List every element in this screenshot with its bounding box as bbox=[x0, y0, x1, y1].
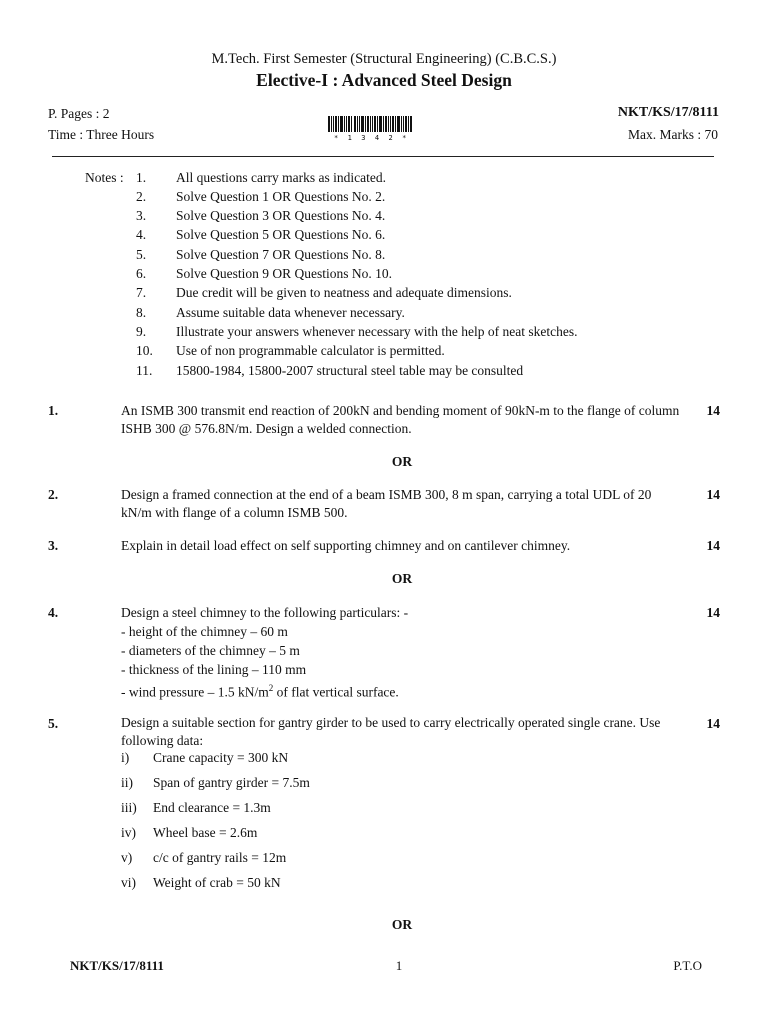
note-item: 6. Solve Question 9 OR Questions No. 10. bbox=[136, 266, 392, 281]
paper-code: NKT/KS/17/8111 bbox=[617, 105, 719, 120]
question-3-text: Explain in detail load effect on self supporting chimney and on cantilever chimney. bbox=[121, 538, 571, 553]
question-4-intro: Design a steel chimney to the following particulars: - bbox=[121, 605, 409, 620]
please-turn-over: P.T.O bbox=[673, 958, 702, 973]
data-item: i) Crane capacity = 300 kN bbox=[121, 750, 289, 765]
question-5-number: 5. bbox=[48, 716, 59, 731]
chimney-diameter: - diameters of the chimney – 5 m bbox=[121, 643, 300, 658]
note-item: 10. Use of non programmable calculator is permitted. bbox=[136, 343, 445, 358]
question-5-intro: Design a suitable section for gantry girder to be used to carry electrically operated single crane. Use following data: bbox=[121, 715, 661, 748]
lining-thickness: - thickness of the lining – 110 mm bbox=[121, 662, 307, 677]
data-item: v) c/c of gantry rails = 12m bbox=[121, 850, 287, 865]
barcode-icon bbox=[328, 116, 414, 132]
page-count: P. Pages : 2 bbox=[48, 106, 110, 121]
question-2-text: Design a framed connection at the end of a beam ISMB 300, 8 m span, carrying a total UDL of 20 kN/m with flange of a column ISMB 500. bbox=[121, 487, 652, 520]
data-item: iii) End clearance = 1.3m bbox=[121, 800, 271, 815]
course-line: M.Tech. First Semester (Structural Engineering) (C.B.C.S.) bbox=[211, 51, 557, 67]
footer-paper-code: NKT/KS/17/8111 bbox=[70, 958, 164, 973]
note-item: 4. Solve Question 5 OR Questions No. 6. bbox=[136, 227, 386, 242]
or-separator: OR bbox=[391, 454, 413, 469]
note-item: 5. Solve Question 7 OR Questions No. 8. bbox=[136, 247, 386, 262]
note-item: 9. Illustrate your answers whenever necessary with the help of neat sketches. bbox=[136, 324, 578, 339]
wind-pressure: - wind pressure – 1.5 $kN/m^2$ of flat vertical surface. bbox=[121, 683, 399, 700]
note-item: 1. All questions carry marks as indicated. bbox=[136, 170, 386, 185]
data-item: vi) Weight of crab = 50 kN bbox=[121, 875, 281, 890]
barcode-number: * 1 3 4 2 * bbox=[334, 134, 409, 142]
question-1-text: An ISMB 300 transmit end reaction of 200kN and bending moment of 90kN-m to the flange of column ISHB 300 @ 576.8N/m. Design a welded connection. bbox=[121, 403, 680, 436]
note-item: 2. Solve Question 1 OR Questions No. 2. bbox=[136, 189, 386, 204]
question-2-number: 2. bbox=[48, 487, 59, 502]
or-separator: OR bbox=[391, 571, 413, 586]
or-separator: OR bbox=[391, 917, 413, 932]
note-item: 11. 15800-1984, 15800-2007 structural steel table may be consulted bbox=[136, 363, 524, 378]
question-3-number: 3. bbox=[48, 538, 59, 553]
question-2-marks: 14 bbox=[706, 487, 720, 502]
question-4-marks: 14 bbox=[706, 605, 720, 620]
header-divider bbox=[52, 156, 714, 157]
question-1-number: 1. bbox=[48, 403, 59, 418]
data-item: iv) Wheel base = 2.6m bbox=[121, 825, 258, 840]
question-3-marks: 14 bbox=[706, 538, 720, 553]
page-number: 1 bbox=[395, 958, 403, 973]
question-5-marks: 14 bbox=[706, 716, 720, 731]
exam-duration: Time : Three Hours bbox=[48, 127, 155, 142]
max-marks: Max. Marks : 70 bbox=[628, 127, 718, 142]
note-item: 7. Due credit will be given to neatness and adequate dimensions. bbox=[136, 285, 512, 300]
chimney-height: - height of the chimney – 60 m bbox=[121, 624, 288, 639]
note-item: 3. Solve Question 3 OR Questions No. 4. bbox=[136, 208, 386, 223]
note-item: 8. Assume suitable data whenever necessary. bbox=[136, 305, 405, 320]
notes-label: Notes : bbox=[85, 170, 124, 185]
data-item: ii) Span of gantry girder = 7.5m bbox=[121, 775, 310, 790]
paper-title: Elective-I : Advanced Steel Design bbox=[256, 70, 512, 90]
question-4-number: 4. bbox=[48, 605, 59, 620]
question-1-marks: 14 bbox=[706, 403, 720, 418]
